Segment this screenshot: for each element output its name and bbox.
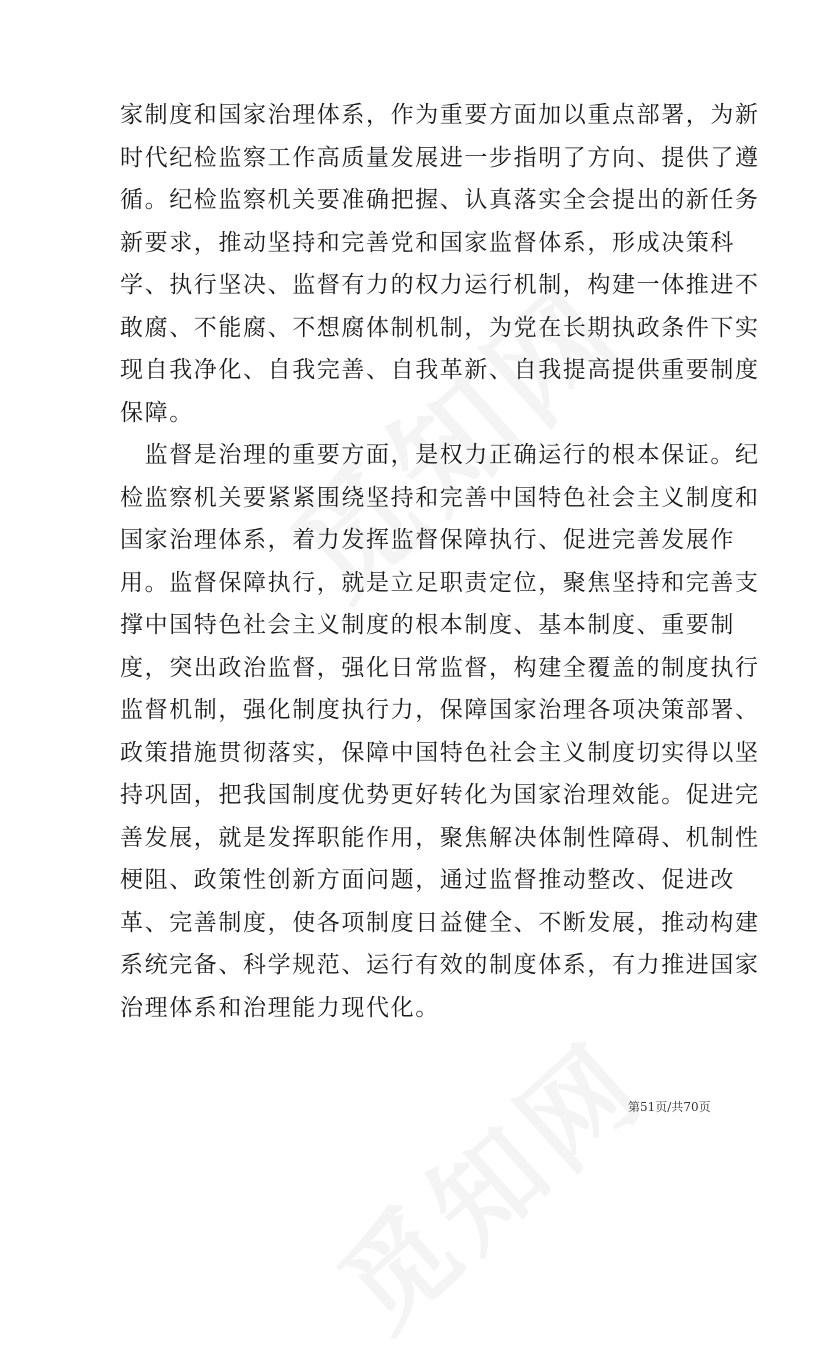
text-line-10: 检监察机关要紧紧围绕坚持和完善中国特色社会主义制度和 bbox=[120, 485, 760, 511]
text-line-21: 系统完备、科学规范、运行有效的制度体系，有力推进国家 bbox=[120, 952, 760, 978]
text-line-4: 新要求，推动坚持和完善党和国家监督体系，形成决策科 bbox=[120, 230, 735, 256]
text-line-16: 政策措施贯彻落实，保障中国特色社会主义制度切实得以坚 bbox=[120, 740, 760, 766]
text-line-15: 监督机制，强化制度执行力，保障国家治理各项决策部署、 bbox=[120, 697, 760, 723]
text-line-20: 革、完善制度，使各项制度日益健全、不断发展，推动构建 bbox=[120, 910, 760, 936]
text-line-5: 学、执行坚决、监督有力的权力运行机制，构建一体推进不 bbox=[120, 272, 760, 298]
page-number: 第51页/共70页 bbox=[628, 1100, 711, 1114]
text-line-13: 撑中国特色社会主义制度的根本制度、基本制度、重要制 bbox=[120, 612, 735, 638]
text-line-19: 梗阻、政策性创新方面问题，通过监督推动整改、促进改 bbox=[120, 867, 735, 893]
text-line-6: 敢腐、不能腐、不想腐体制机制，为党在长期执政条件下实 bbox=[120, 315, 760, 341]
text-line-22: 治理体系和治理能力现代化。 bbox=[120, 995, 440, 1021]
text-line-9: 监督是治理的重要方面，是权力正确运行的根本保证。纪 bbox=[120, 442, 760, 468]
text-line-17: 持巩固，把我国制度优势更好转化为国家治理效能。促进完 bbox=[120, 782, 760, 808]
text-line-18: 善发展，就是发挥职能作用，聚焦解决体制性障碍、机制性 bbox=[120, 825, 760, 851]
text-line-2: 时代纪检监察工作高质量发展进一步指明了方向、提供了遵 bbox=[120, 145, 760, 171]
text-line-8: 保障。 bbox=[120, 400, 194, 426]
text-line-1: 家制度和国家治理体系，作为重要方面加以重点部署，为新 bbox=[120, 102, 760, 128]
text-line-11: 国家治理体系，着力发挥监督保障执行、促进完善发展作 bbox=[120, 527, 735, 553]
text-line-12: 用。监督保障执行，就是立足职责定位，聚焦坚持和完善支 bbox=[120, 570, 760, 596]
text-line-3: 循。纪检监察机关要准确把握、认真落实全会提出的新任务 bbox=[120, 187, 760, 213]
text-line-7: 现自我净化、自我完善、自我革新、自我提高提供重要制度 bbox=[120, 357, 760, 383]
text-line-14: 度，突出政治监督，强化日常监督，构建全覆盖的制度执行 bbox=[120, 655, 760, 681]
